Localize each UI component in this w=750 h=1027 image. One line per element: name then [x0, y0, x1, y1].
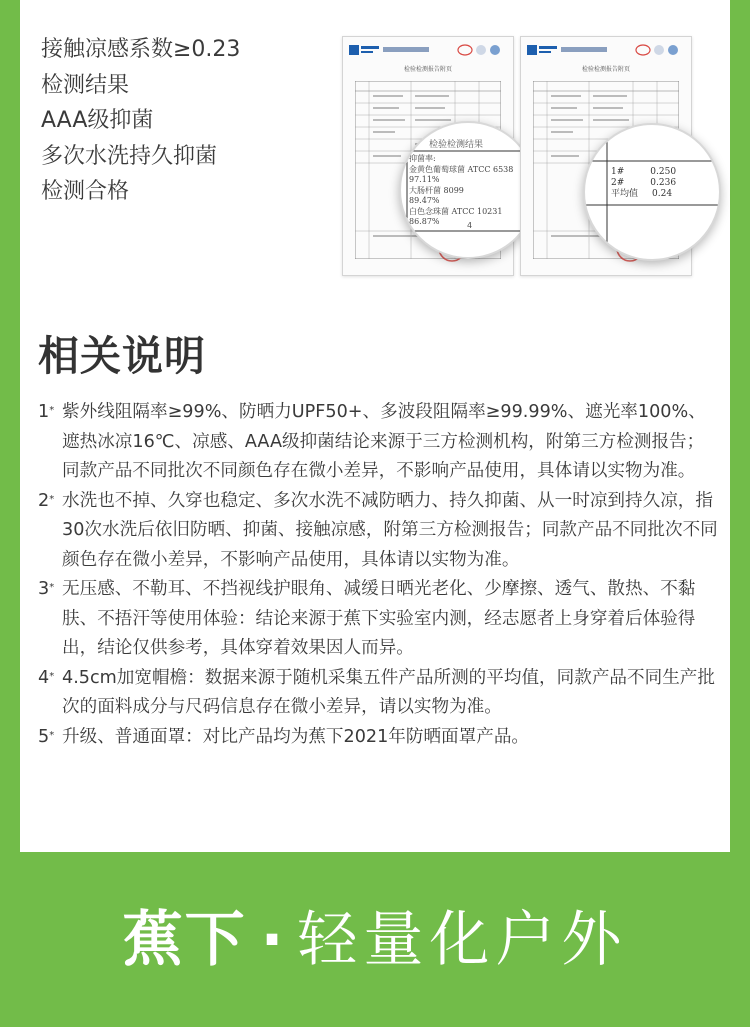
magnifier-row — [611, 178, 676, 189]
report-title: 检验检测报告附页 — [581, 66, 630, 73]
brand-footer — [0, 905, 750, 975]
separator-dot: · — [260, 905, 284, 975]
magnifier-line: 金黄色葡萄球菌 ATCC 6538 — [409, 164, 514, 174]
result-line: 多次水洗持久抑菌 — [41, 143, 218, 169]
row-value: 0.24 — [652, 189, 673, 199]
report-header-logos — [349, 43, 507, 57]
magnifier-line: 97.11% — [409, 175, 440, 184]
magnifier-title: 检验检测结果 — [429, 140, 484, 150]
note-item — [38, 575, 718, 664]
note-item — [38, 398, 718, 487]
test-report-image-1 — [342, 36, 514, 276]
magnifier-line: 89.47% — [409, 196, 440, 205]
note-number: 4* — [38, 667, 55, 688]
result-line: 检测结果 — [41, 72, 130, 98]
magnifier-line: 抑菌率: — [409, 154, 436, 163]
note-number: 3* — [38, 579, 55, 599]
magnifier-line: 86.87% — [409, 217, 440, 226]
magnifier-row — [611, 167, 676, 178]
note-number: 2* — [38, 490, 55, 511]
section-title: 相关说明 — [38, 332, 206, 380]
brand-name: 蕉下 — [122, 905, 247, 975]
note-text: 无压感、不勒耳、不挡视线护眼角、减缓日晒光老化、少摩擦、透气、散热、不黏肤、不捂汗等使用体验：结论来源于蕉下实验室内测，经志愿者上身穿着后体验得出，结论仅供参考，具体穿着效果因人而异。 — [62, 579, 696, 658]
content-card — [20, 0, 730, 852]
note-text: 升级、普通面罩：对比产品均为蕉下2021年防晒面罩产品。 — [62, 726, 530, 747]
magnifier-cooling-results — [583, 123, 721, 261]
test-report-image-2 — [520, 36, 692, 276]
note-text: 紫外线阻隔率≥99%、防晒力UPF50+、多波段阻隔率≥99.99%、遮光率100%、遮热冰凉16℃、凉感、AAA级抑菌结论来源于三方检测机构，附第三方检测报告；同款产品不同批次不同颜色存在微小差异，不影响产品使用，具体请以实物为准。 — [62, 402, 706, 481]
magnifier-line: 白色念珠菌 ATCC 10231 — [409, 206, 503, 216]
row-label: 平均值 — [611, 189, 639, 199]
magnifier-page-number: 4 — [467, 221, 473, 230]
note-number: 1* — [38, 402, 55, 422]
note-text: 水洗也不掉、久穿也稳定、多次水洗不减防晒力、持久抑菌、从一时凉到持久凉，指30次水洗后依旧防晒、抑菌、接触凉感，附第三方检测报告；同款产品不同批次不同颜色存在微小差异，不影响产品使用，具体请以实物为准。 — [62, 490, 718, 570]
row-label: 1# — [611, 167, 625, 177]
notes-list — [38, 398, 718, 752]
note-item — [38, 723, 718, 753]
magnifier-row — [611, 189, 676, 200]
report-title: 检验检测报告附页 — [403, 66, 452, 73]
magnifier-result-text — [409, 154, 513, 228]
result-line: AAA级抑菌 — [41, 108, 154, 133]
magnifier-line: 大肠杆菌 8099 — [409, 185, 464, 195]
row-label: 2# — [611, 178, 625, 188]
row-value: 0.236 — [650, 178, 677, 188]
test-result-list — [41, 32, 240, 210]
result-line: 检测合格 — [41, 179, 130, 204]
magnifier-antibacterial-results — [399, 121, 537, 259]
note-item — [38, 664, 718, 723]
report-header-logos — [527, 43, 685, 57]
result-line: 接触凉感系数≥0.23 — [41, 37, 241, 62]
brand-slogan: 轻量化户外 — [297, 905, 628, 975]
magnifier-value-table — [611, 167, 676, 200]
note-number: 5* — [38, 726, 55, 747]
row-value: 0.250 — [650, 167, 677, 177]
note-item — [38, 487, 718, 576]
note-text: 4.5cm加宽帽檐：数据来源于随机采集五件产品所测的平均值，同款产品不同生产批次的面料成分与尺码信息存在微小差异，请以实物为准。 — [62, 667, 715, 717]
